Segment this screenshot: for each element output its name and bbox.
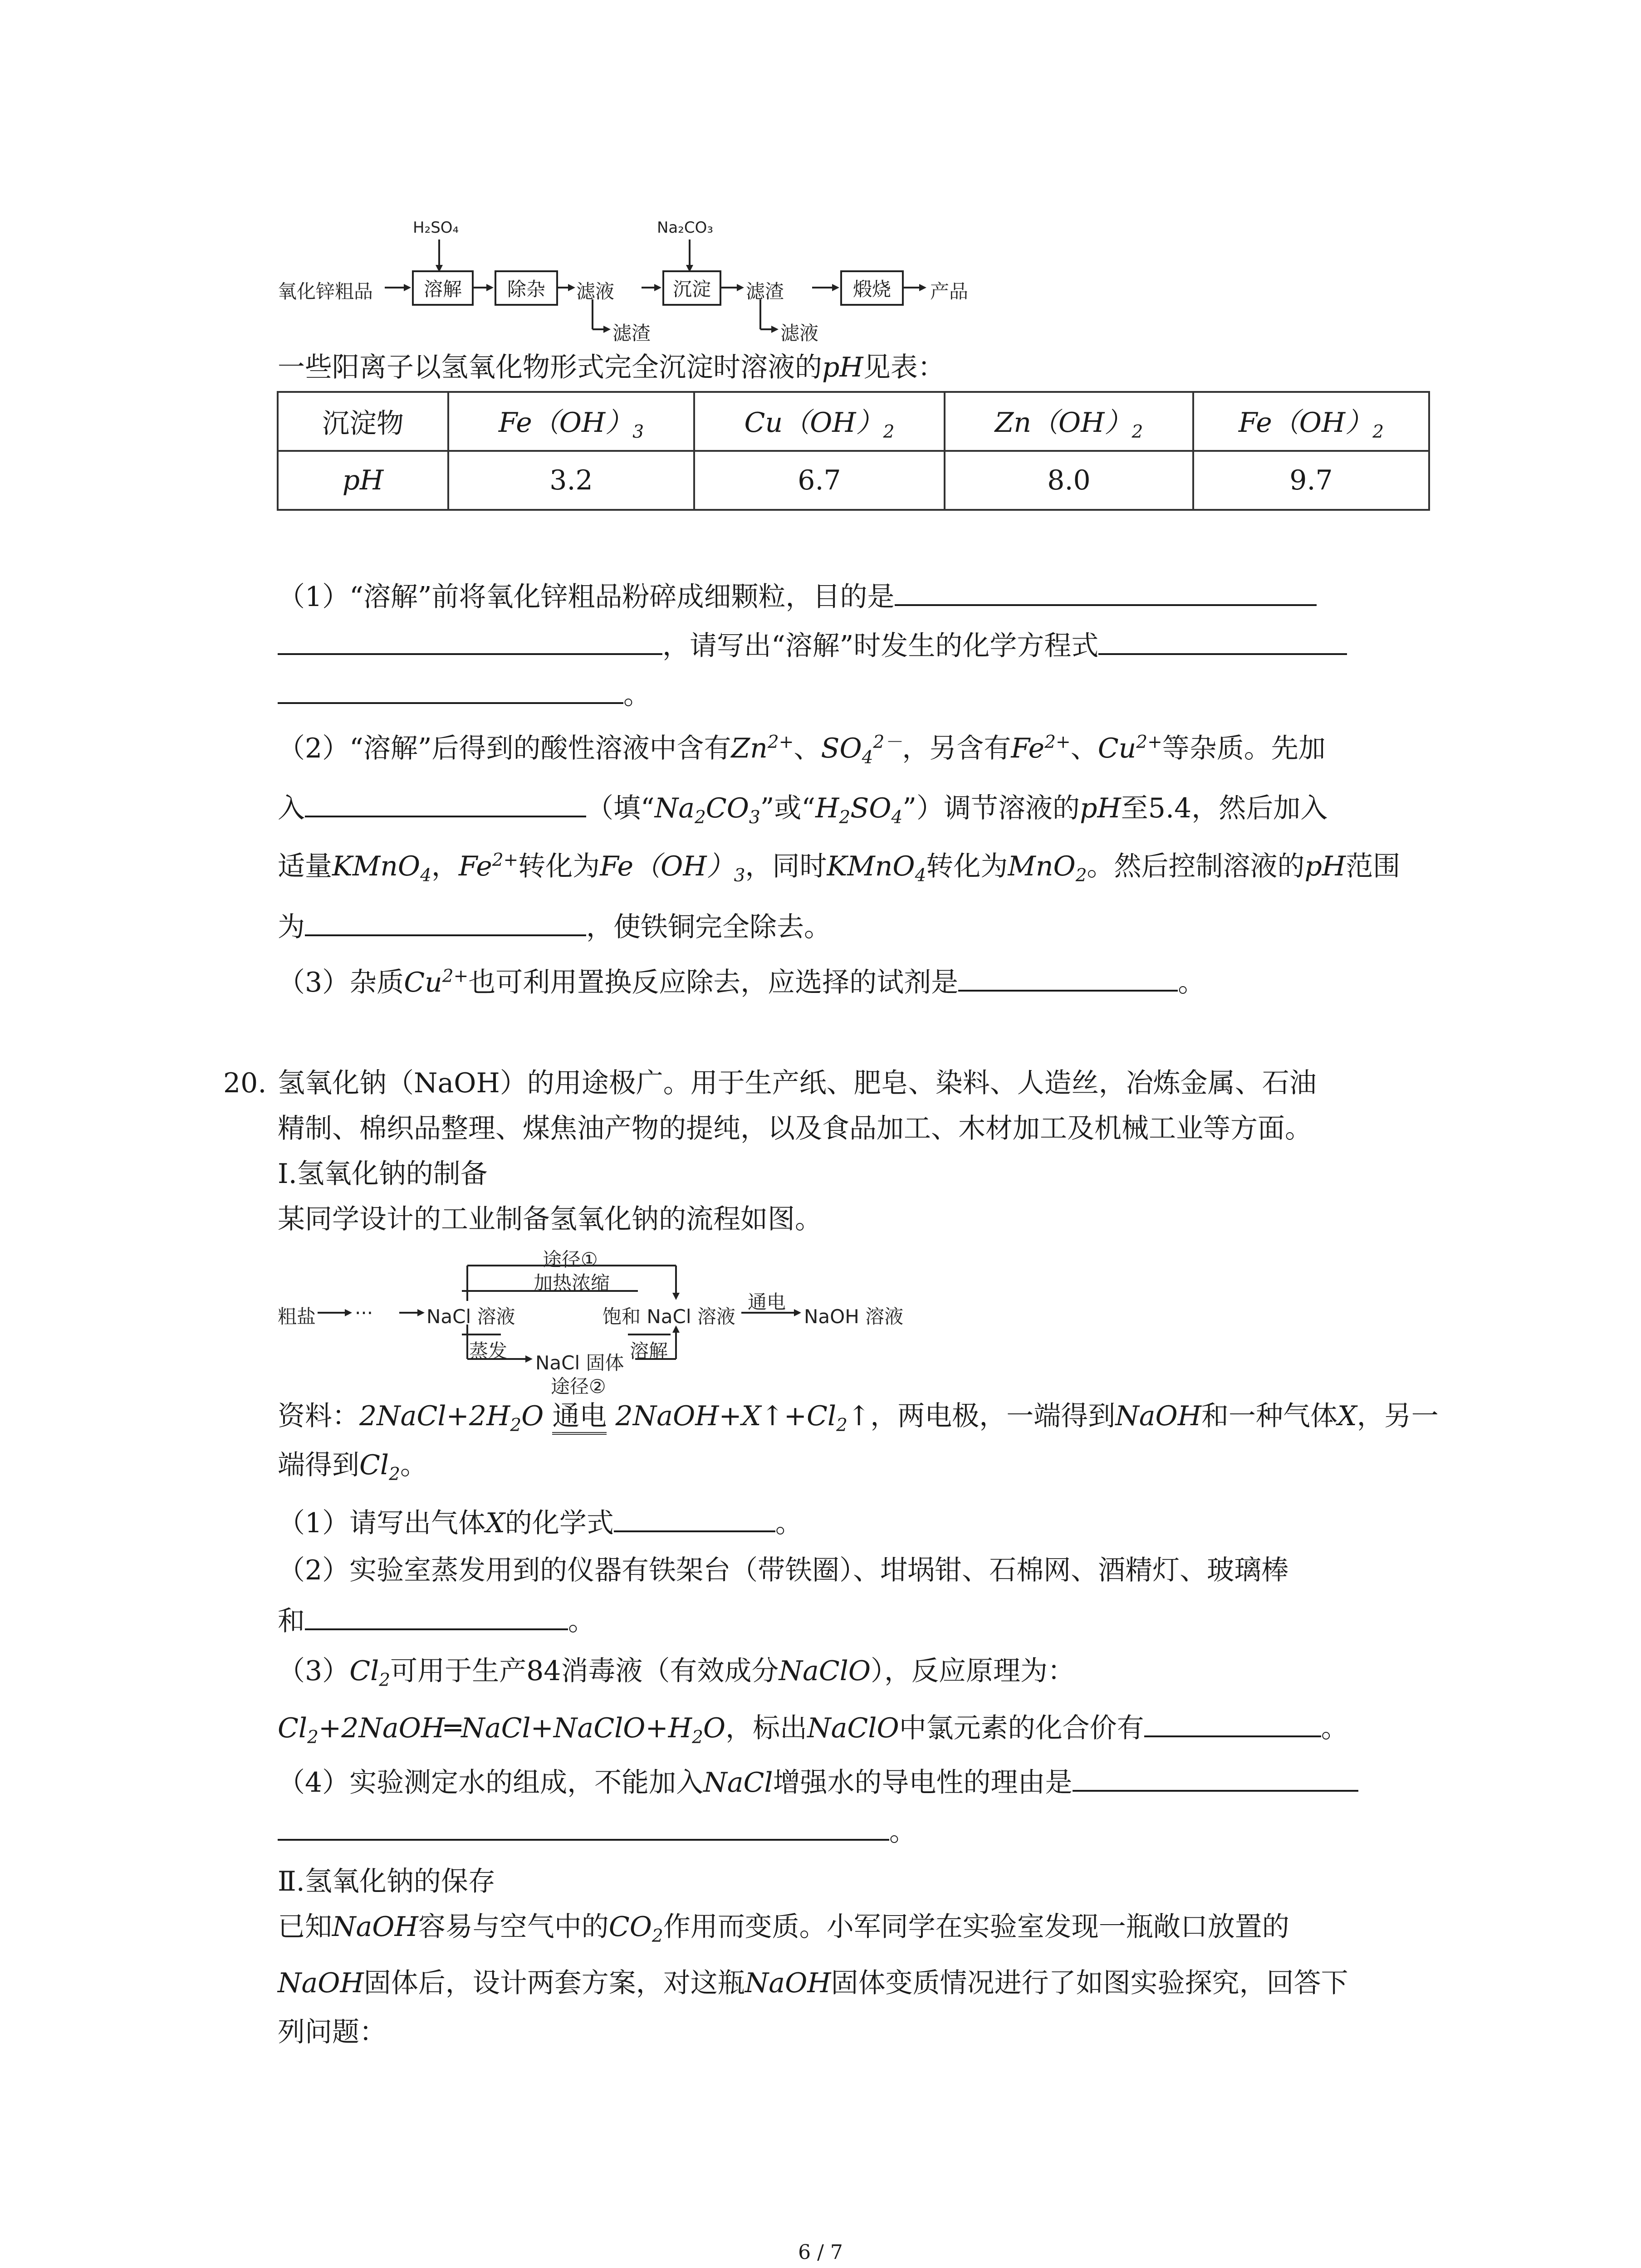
table-cell-compound: $Zn(OH)_2$ [945, 392, 1193, 451]
answer-blank[interactable] [305, 1603, 568, 1630]
q19-part1-line2: ，请写出“溶解”时发生的化学方程式 [278, 628, 1347, 662]
q19-part1-line1: （1）“溶解”前将氧化锌粗品粉碎成细颗粒，目的是 [278, 579, 1317, 613]
flow1-reagent-na2co3: Na₂CO₃ [657, 219, 714, 237]
flow1-step-calcine: 煅烧 [840, 270, 904, 306]
answer-blank[interactable] [1073, 1765, 1358, 1792]
flow2-nacl-solution: NaCl 溶液 [426, 1305, 515, 1328]
table-intro: 一些阳离子以氢氧化物形式完全沉淀时溶液的pH见表： [278, 352, 945, 383]
q20-intro-line1: 氢氧化钠（NaOH）的用途极广。用于生产纸、肥皂、染料、人造丝，冶炼金属、石油 [278, 1067, 1317, 1099]
page-number: 6 / 7 [798, 2241, 843, 2264]
q19-part2-line1: （2）“溶解”后得到的酸性溶液中含有$Zn^{2+}$、$SO_4^{2-}$，另含有$Fe^{2+}$、$Cu^{2+}$等杂质。先加 [278, 732, 1326, 768]
table-head-ph: pH [278, 451, 448, 510]
flow2-evaporate: 蒸发 [469, 1340, 508, 1362]
flow1-residue2: 滤渣 [746, 280, 784, 303]
table-head-precipitate: 沉淀物 [278, 392, 448, 451]
flow1-filtrate: 滤液 [576, 280, 615, 303]
q20-q2-line2: 和 。 [278, 1603, 595, 1637]
q20-q1: （1）请写出气体X的化学式 。 [278, 1505, 803, 1540]
q20-section2-line1: 已知NaOH容易与空气中的$CO_2$作用而变质。小军同学在实验室发现一瓶敞口放置的 [278, 1911, 1289, 1946]
q20-section2-title: Ⅱ.氢氧化钠的保存 [278, 1866, 495, 1897]
q20-section2-line3: 列问题： [278, 2016, 387, 2048]
table-cell-ph: 3.2 [448, 451, 694, 510]
answer-blank[interactable] [278, 1813, 889, 1841]
flow1-raw: 氧化锌粗品 [278, 280, 373, 303]
table-cell-ph: 8.0 [945, 451, 1193, 510]
q20-section1-desc: 某同学设计的工业制备氢氧化钠的流程如图。 [278, 1203, 822, 1235]
q19-part3: （3）杂质$Cu^{2+}$也可利用置换反应除去，应选择的试剂是 。 [278, 964, 1205, 999]
flow2-route1: 途径① [543, 1248, 598, 1271]
q20-section2-line2: NaOH固体后，设计两套方案，对这瓶NaOH固体变质情况进行了如图实验探究，回答下 [278, 1967, 1348, 1999]
q20-q2-line1: （2）实验室蒸发用到的仪器有铁架台（带铁圈）、坩埚钳、石棉网、酒精灯、玻璃棒 [278, 1554, 1289, 1586]
flow2-nacl-solid: NaCl 固体 [535, 1352, 624, 1374]
answer-blank[interactable] [1144, 1710, 1321, 1737]
flow2-naoh-solution: NaOH 溶液 [804, 1305, 904, 1328]
q20-number: 20. [223, 1067, 267, 1099]
flow1-residue1: 滤渣 [612, 322, 651, 344]
flow2-route2: 途径② [551, 1375, 606, 1398]
flow1-step-precipitate: 沉淀 [662, 270, 721, 306]
table-cell-ph: 9.7 [1193, 451, 1429, 510]
flow1-product: 产品 [930, 280, 969, 303]
q20-section1-title: Ⅰ.氢氧化钠的制备 [278, 1158, 488, 1190]
flow1-filtrate2: 滤液 [780, 322, 819, 344]
flow2-saturated-nacl: 饱和 NaCl 溶液 [603, 1305, 735, 1328]
flow2-crude-salt: 粗盐 [278, 1305, 316, 1328]
q20-q4-line2: 。 [278, 1813, 916, 1848]
q20-q4-line1: （4）实验测定水的组成，不能加入NaCl增强水的导电性的理由是 [278, 1765, 1358, 1799]
flow2-route1-op: 加热浓缩 [534, 1272, 610, 1294]
flow2-dissolve: 溶解 [630, 1340, 668, 1362]
flow2-dots: ··· [355, 1302, 373, 1324]
table-cell-compound: $Cu(OH)_2$ [694, 392, 945, 451]
flow2-electrolysis: 通电 [748, 1291, 786, 1313]
q20-info-line1: 资料：$2NaCl+2H_2O$ 通电 $2NaOH+X↑+Cl_2↑$，两电极，一端得到NaOH和一种气体X，另一 [278, 1400, 1439, 1436]
q19-part2-line2: 入 （填“$Na_2CO_3$”或“$H_2SO_4$”）调节溶液的pH至5.4，然后加入 [278, 790, 1327, 829]
flow1-step-dissolve: 溶解 [412, 270, 474, 306]
q20-info-line2: 端得到$Cl_2$。 [278, 1449, 427, 1485]
q20-intro-line2: 精制、棉织品整理、煤焦油产物的提纯，以及食品加工、木材加工及机械工业等方面。 [278, 1113, 1312, 1144]
flow1-reagent-h2so4: H₂SO₄ [413, 219, 459, 237]
q19-part1-line3: 。 [278, 677, 651, 711]
q19-part2-line4: 为 ，使铁铜完全除去。 [278, 909, 831, 943]
answer-blank[interactable] [614, 1505, 775, 1532]
q20-q3-line1: $(3)Cl_2$可用于生产84消毒液（有效成分NaClO），反应原理为： [278, 1655, 1075, 1691]
table-cell-compound: $Fe(OH)_3$ [448, 392, 694, 451]
table-cell-ph: 6.7 [694, 451, 945, 510]
q19-part2-line3: 适量KMnO$_4$，$Fe^{2+}$转化为$Fe(OH)_3$，同时KMnO$_4$转化为MnO$_2$。然后控制溶液的pH范围 [278, 850, 1401, 886]
q20-q3-line2: $Cl_2+2NaOH═NaCl+NaClO+H_2O$，标出NaClO中氯元素的化合价有 。 [278, 1710, 1348, 1749]
flow1-step-purify: 除杂 [495, 270, 558, 306]
table-cell-compound: $Fe(OH)_2$ [1193, 392, 1429, 451]
